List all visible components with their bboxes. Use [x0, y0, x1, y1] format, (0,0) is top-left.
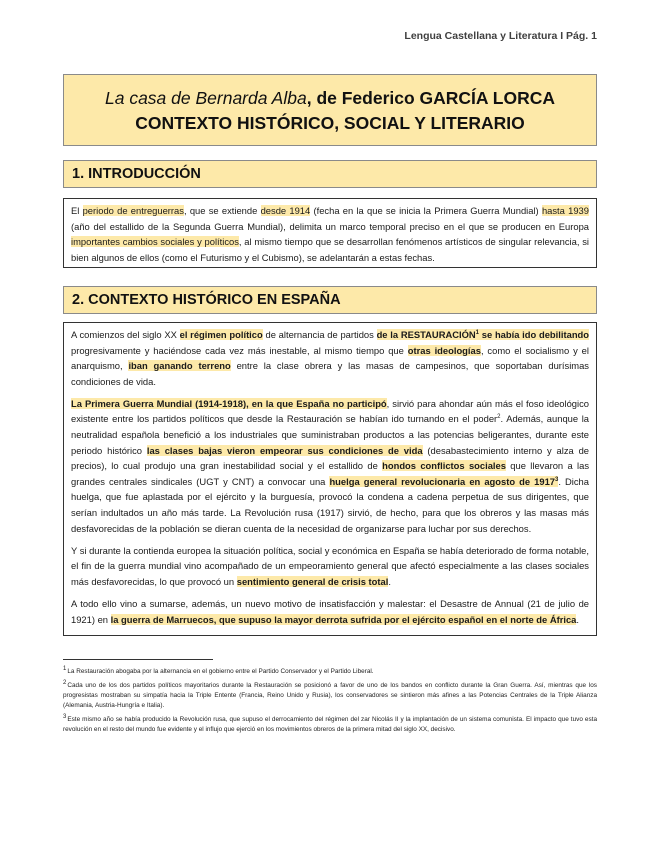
- section-body-contexto-historico: [63, 322, 597, 636]
- paragraph: Y si durante la contienda europea la situación política, social y económica en España se había deteriorado de forma notable, el fin de la guerra mundial vino acompañado de un empeoramiento general que afectó especialmente a las clases sociales más desfavorecidas, lo que provocó un sentimiento general de crisis total.: [71, 544, 589, 587]
- document-subtitle: CONTEXTO HISTÓRICO, SOCIAL Y LITERARIO: [135, 113, 525, 133]
- paragraph: A todo ello vino a sumarse, además, un nuevo motivo de insatisfacción y malestar: el Desastre de Annual (21 de julio de 1921) en la guerra de Marruecos, que supuso la mayor derrota sufrida por el ejército español en el norte de África.: [71, 598, 589, 625]
- footnote: 1La Restauración abogaba por la alternancia en el gobierno entre el Partido Conservador y el Partido Liberal.: [63, 666, 374, 676]
- footnote: 2Cada uno de los dos partidos políticos mayoritarios durante la Restauración se posicionó a favor de uno de los bandos en conflicto durante la Gran Guerra. Así, mientras que los progresistas mostraban su simpatía hacia la Triple Entente (Francia, Reino Unido y Rusia), los conservadores se sintieron más afines a las Potencias Centrales de la Triple Alianza (Alemania, Austria-Hungría e Italia).: [63, 680, 597, 710]
- footnote-ref[interactable]: 1: [475, 329, 480, 336]
- footnote-ref[interactable]: 3: [555, 476, 559, 483]
- page-header: Lengua Castellana y Literatura I Pág. 1: [404, 30, 597, 42]
- author-part: , de Federico GARCÍA LORCA: [306, 88, 555, 108]
- paragraph: El periodo de entreguerras, que se extiende desde 1914 (fecha en la que se inicia la Primera Guerra Mundial) hasta 1939 (año del estallido de la Segunda Guerra Mundial), delimita un marco temporal preciso en el que se producen en Europa importantes cambios sociales y políticos, al mismo tiempo que se desarrollan fenómenos artísticos de singular relevancia, si bien algunos de ellos (como el Futurismo y el Cubismo), se adelantarán a estas fechas.: [71, 205, 589, 263]
- section-heading-introduccion: 1. INTRODUCCIÓN: [63, 160, 597, 188]
- footnote: 3Este mismo año se había producido la Revolución rusa, que supuso el derrocamiento del régimen del zar Nicolás II y la implantación de un sistema comunista. El impacto que tuvo esta revolución en el resto del mundo fue evidente y el influjo que ejerció en los movimientos obreros de la primera mitad del siglo XX, decisivo.: [63, 714, 597, 734]
- document-title: [64, 86, 596, 110]
- footnotes: [63, 664, 597, 736]
- paragraph: A comienzos del siglo XX el régimen político de alternancia de partidos de la RESTAURACIÓN$^1$ se había ido debilitando progresivamente y haciéndose cada vez más inestable, al mismo tiempo que otras ideologías, como el socialismo y el anarquismo, iban ganando terreno entre la clase obrera y las masas de campesinos, que soportaban durísimas condiciones de vida.: [71, 329, 589, 387]
- work-title: La casa de Bernarda Alba: [105, 88, 307, 108]
- footnote-ref[interactable]: 2: [497, 414, 501, 421]
- footnote-divider: [63, 659, 213, 660]
- paragraph: La Primera Guerra Mundial (1914-1918), en la que España no participó, sirvió para ahondar aún más el foso ideológico existente entre los partidos políticos que desde la Restauración se habían ido turnando en el poder$^2$. Además, aunque la neutralidad española benefició a los industriales que suministraban productos a las potencias beligerantes, durante este periodo histórico las clases bajas vieron empeorar sus condiciones de vida (desabastecimiento interno y alza de precios), lo cual produjo una gran inestabilidad social y el estallido de hondos conflictos sociales que llevaron a las grandes centrales sindicales (UGT y CNT) a convocar una huelga general revolucionaria en agosto de 1917$^3$. Dicha huelga, que fue aplastada por el ejército y la burguesía, provocó la condena a cadena perpetua de sus dirigentes, que serían indultados un año más tarde. La Revolución rusa (1917) sirvió, de hecho, para que los obreros y las masas más desfavorecidas de la población se dieran cuenta de la necesidad de organizarse para luchar por sus derechos.: [71, 397, 590, 534]
- section-heading-contexto-historico: 2. CONTEXTO HISTÓRICO EN ESPAÑA: [63, 286, 597, 314]
- section-body-introduccion: [63, 198, 597, 268]
- title-box: [63, 74, 597, 146]
